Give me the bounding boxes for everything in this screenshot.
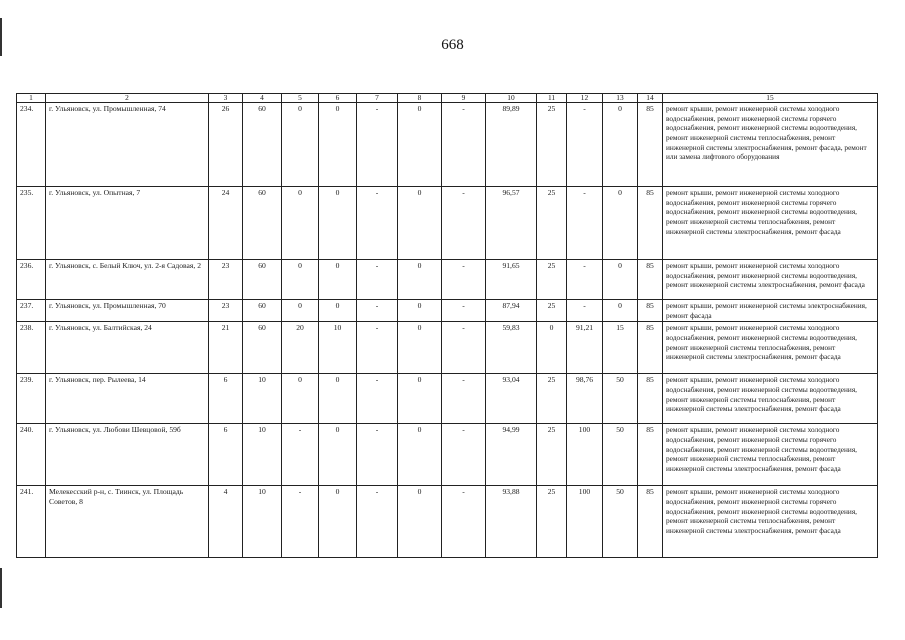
col-7-cell: - [357, 486, 398, 558]
col-13-cell: 50 [603, 486, 638, 558]
column-number-header: 9 [442, 94, 486, 103]
col-5-cell: - [282, 486, 319, 558]
address-cell: г. Ульяновск, ул. Любови Шевцовой, 59б [46, 424, 209, 486]
col-11-cell: 25 [537, 486, 567, 558]
col-6-cell: 0 [319, 103, 357, 187]
col-9-cell: - [442, 322, 486, 374]
col-4-cell: 10 [243, 374, 282, 424]
col-10-cell: 91,65 [486, 260, 537, 300]
col-4-cell: 10 [243, 424, 282, 486]
col-3-cell: 26 [209, 103, 243, 187]
table-row [17, 374, 878, 424]
col-11-cell: 25 [537, 300, 567, 322]
col-13-cell: 0 [603, 187, 638, 260]
col-6-cell: 0 [319, 300, 357, 322]
col-4-cell: 60 [243, 322, 282, 374]
column-number-header: 13 [603, 94, 638, 103]
col-6-cell: 10 [319, 322, 357, 374]
col-8-cell: 0 [398, 424, 442, 486]
column-number-header: 11 [537, 94, 567, 103]
row-number-cell: 240. [17, 424, 46, 486]
col-4-cell: 60 [243, 260, 282, 300]
col-11-cell: 25 [537, 374, 567, 424]
col-10-cell: 87,94 [486, 300, 537, 322]
table-row [17, 300, 878, 322]
column-number-header: 7 [357, 94, 398, 103]
address-cell: г. Ульяновск, пер. Рылеева, 14 [46, 374, 209, 424]
col-3-cell: 4 [209, 486, 243, 558]
column-number-header: 3 [209, 94, 243, 103]
col-9-cell: - [442, 424, 486, 486]
col-5-cell: 0 [282, 300, 319, 322]
col-8-cell: 0 [398, 300, 442, 322]
column-number-header: 8 [398, 94, 442, 103]
col-7-cell: - [357, 300, 398, 322]
col-8-cell: 0 [398, 374, 442, 424]
column-number-header-row [17, 94, 878, 103]
repair-works-cell: ремонт крыши, ремонт инженерной системы электроснабжения, ремонт фасада [663, 300, 878, 322]
address-cell: г. Ульяновск, ул. Промышленная, 74 [46, 103, 209, 187]
col-10-cell: 94,99 [486, 424, 537, 486]
col-13-cell: 15 [603, 322, 638, 374]
row-number-cell: 234. [17, 103, 46, 187]
col-9-cell: - [442, 300, 486, 322]
col-8-cell: 0 [398, 260, 442, 300]
col-3-cell: 24 [209, 187, 243, 260]
col-5-cell: 0 [282, 260, 319, 300]
col-11-cell: 25 [537, 187, 567, 260]
col-3-cell: 6 [209, 374, 243, 424]
col-7-cell: - [357, 322, 398, 374]
row-number-cell: 239. [17, 374, 46, 424]
column-number-header: 15 [663, 94, 878, 103]
col-12-cell: - [567, 103, 603, 187]
col-6-cell: 0 [319, 187, 357, 260]
col-8-cell: 0 [398, 486, 442, 558]
col-3-cell: 23 [209, 300, 243, 322]
col-14-cell: 85 [638, 300, 663, 322]
repair-works-cell: ремонт крыши, ремонт инженерной системы холодного водоснабжения, ремонт инженерной системы горячего водоснабжения, ремонт инженерной системы водоотведения, ремонт инженерной системы теплоснабжения, ремонт инженерной системы электроснабжения, ремонт фасада [663, 486, 878, 558]
col-4-cell: 10 [243, 486, 282, 558]
col-9-cell: - [442, 486, 486, 558]
col-6-cell: 0 [319, 486, 357, 558]
col-4-cell: 60 [243, 103, 282, 187]
column-number-header: 1 [17, 94, 46, 103]
col-14-cell: 85 [638, 187, 663, 260]
repair-works-cell: ремонт крыши, ремонт инженерной системы холодного водоснабжения, ремонт инженерной системы водоотведения, ремонт инженерной системы электроснабжения, ремонт фасада [663, 260, 878, 300]
col-9-cell: - [442, 103, 486, 187]
page-number: 668 [441, 37, 464, 53]
column-number-header: 10 [486, 94, 537, 103]
address-cell: Мелекесский р-н, с. Тиинск, ул. Площадь Советов, 8 [46, 486, 209, 558]
housing-repair-table [16, 93, 878, 558]
col-10-cell: 96,57 [486, 187, 537, 260]
col-3-cell: 6 [209, 424, 243, 486]
col-14-cell: 85 [638, 424, 663, 486]
column-number-header: 2 [46, 94, 209, 103]
address-cell: г. Ульяновск, ул. Балтийская, 24 [46, 322, 209, 374]
table-row [17, 187, 878, 260]
col-8-cell: 0 [398, 322, 442, 374]
scan-edge-mark [0, 568, 2, 608]
col-11-cell: 25 [537, 103, 567, 187]
repair-works-cell: ремонт крыши, ремонт инженерной системы холодного водоснабжения, ремонт инженерной системы водоотведения, ремонт инженерной системы теплоснабжения, ремонт инженерной системы электроснабжения, ремонт фасада [663, 374, 878, 424]
col-14-cell: 85 [638, 322, 663, 374]
col-7-cell: - [357, 103, 398, 187]
col-6-cell: 0 [319, 260, 357, 300]
repair-works-cell: ремонт крыши, ремонт инженерной системы холодного водоснабжения, ремонт инженерной системы горячего водоснабжения, ремонт инженерной системы водоотведения, ремонт инженерной системы теплоснабжения, ремонт инженерной системы электроснабжения, ремонт фасада [663, 187, 878, 260]
repair-works-cell: ремонт крыши, ремонт инженерной системы холодного водоснабжения, ремонт инженерной системы горячего водоснабжения, ремонт инженерной системы водоотведения, ремонт инженерной системы теплоснабжения, ремонт инженерной системы электроснабжения, ремонт фасада, ремонт или замена лифтового оборудования [663, 103, 878, 187]
col-7-cell: - [357, 374, 398, 424]
repair-works-cell: ремонт крыши, ремонт инженерной системы холодного водоснабжения, ремонт инженерной системы водоотведения, ремонт инженерной системы теплоснабжения, ремонт инженерной системы электроснабжения, ремонт фасада [663, 322, 878, 374]
row-number-cell: 236. [17, 260, 46, 300]
column-number-header: 5 [282, 94, 319, 103]
col-13-cell: 0 [603, 260, 638, 300]
col-11-cell: 25 [537, 424, 567, 486]
col-8-cell: 0 [398, 187, 442, 260]
col-3-cell: 21 [209, 322, 243, 374]
col-10-cell: 59,83 [486, 322, 537, 374]
col-9-cell: - [442, 187, 486, 260]
col-12-cell: - [567, 187, 603, 260]
col-7-cell: - [357, 260, 398, 300]
col-14-cell: 85 [638, 486, 663, 558]
column-number-header: 6 [319, 94, 357, 103]
col-6-cell: 0 [319, 374, 357, 424]
table-row [17, 322, 878, 374]
row-number-cell: 237. [17, 300, 46, 322]
repair-works-cell: ремонт крыши, ремонт инженерной системы холодного водоснабжения, ремонт инженерной системы горячего водоснабжения, ремонт инженерной системы водоотведения, ремонт инженерной системы теплоснабжения, ремонт инженерной системы электроснабжения, ремонт фасада [663, 424, 878, 486]
col-7-cell: - [357, 187, 398, 260]
column-number-header: 4 [243, 94, 282, 103]
col-12-cell: - [567, 300, 603, 322]
address-cell: г. Ульяновск, ул. Опытная, 7 [46, 187, 209, 260]
col-12-cell: 100 [567, 424, 603, 486]
col-12-cell: - [567, 260, 603, 300]
row-number-cell: 235. [17, 187, 46, 260]
col-14-cell: 85 [638, 260, 663, 300]
col-6-cell: 0 [319, 424, 357, 486]
col-10-cell: 93,88 [486, 486, 537, 558]
col-12-cell: 91,21 [567, 322, 603, 374]
col-9-cell: - [442, 260, 486, 300]
col-14-cell: 85 [638, 374, 663, 424]
col-11-cell: 0 [537, 322, 567, 374]
address-cell: г. Ульяновск, с. Белый Ключ, ул. 2-я Садовая, 2 [46, 260, 209, 300]
col-5-cell: 0 [282, 103, 319, 187]
table-row [17, 260, 878, 300]
col-5-cell: 20 [282, 322, 319, 374]
col-9-cell: - [442, 374, 486, 424]
col-11-cell: 25 [537, 260, 567, 300]
col-5-cell: 0 [282, 374, 319, 424]
col-13-cell: 0 [603, 300, 638, 322]
table-row [17, 486, 878, 558]
col-12-cell: 100 [567, 486, 603, 558]
row-number-cell: 238. [17, 322, 46, 374]
address-cell: г. Ульяновск, ул. Промышленная, 70 [46, 300, 209, 322]
col-8-cell: 0 [398, 103, 442, 187]
column-number-header: 12 [567, 94, 603, 103]
col-10-cell: 93,04 [486, 374, 537, 424]
col-13-cell: 50 [603, 374, 638, 424]
col-13-cell: 50 [603, 424, 638, 486]
col-14-cell: 85 [638, 103, 663, 187]
col-10-cell: 89,89 [486, 103, 537, 187]
col-5-cell: 0 [282, 187, 319, 260]
col-7-cell: - [357, 424, 398, 486]
column-number-header: 14 [638, 94, 663, 103]
col-4-cell: 60 [243, 300, 282, 322]
col-5-cell: - [282, 424, 319, 486]
table-row [17, 424, 878, 486]
col-13-cell: 0 [603, 103, 638, 187]
col-4-cell: 60 [243, 187, 282, 260]
col-12-cell: 98,76 [567, 374, 603, 424]
row-number-cell: 241. [17, 486, 46, 558]
table-row [17, 103, 878, 187]
col-3-cell: 23 [209, 260, 243, 300]
